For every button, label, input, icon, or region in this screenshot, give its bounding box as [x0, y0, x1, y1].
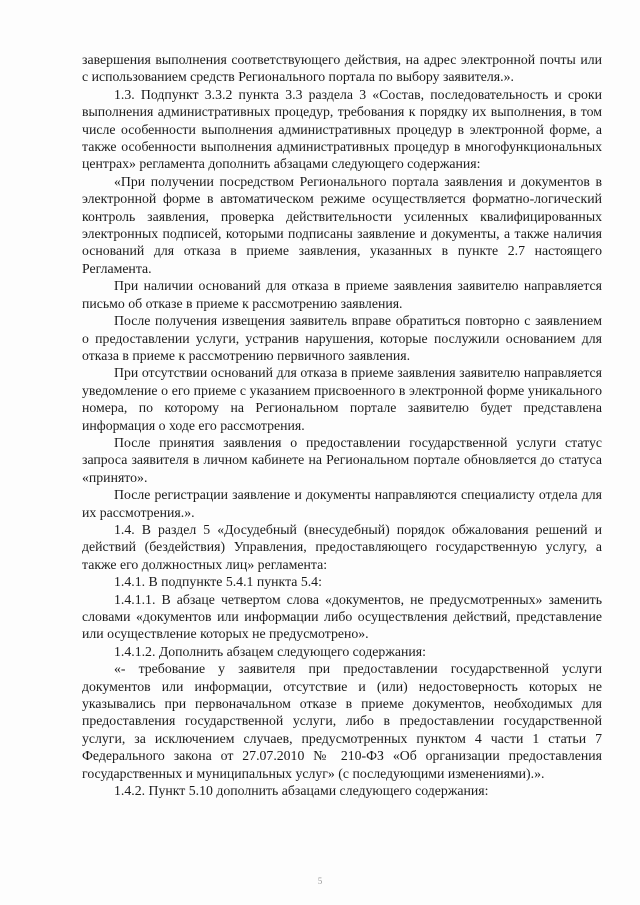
- paragraph-regional-portal-check: «При получении посредством Регионального портала заявления и документов в электронной форме в автоматическом режиме осуществляется форматно-логический контроль заявления, проверка действительности усиленных квалифицированных электронных подписей, которыми подписаны заявление и документы, а также наличия оснований для отказа в приеме заявления, указанных в пункте 2.7 настоящего Регламента.: [82, 173, 602, 276]
- paragraph-1-3: 1.3. Подпункт 3.3.2 пункта 3.3 раздела 3 «Состав, последовательность и сроки выполнения административных процедур, требования к порядку их выполнения, в том числе особенности выполнения административных процедур в электронной форме, а также особенности выполнения административных процедур в многофункциональных центрах» регламента дополнить абзацами следующего содержания:: [82, 86, 602, 172]
- paragraph-registration: После регистрации заявление и документы направляются специалисту отдела для их рассмотрения.».: [82, 487, 602, 520]
- page-number: 5: [317, 876, 323, 886]
- paragraph-reapply: После получения извещения заявитель вправе обратиться повторно с заявлением о предоставлении услуги, устранив нарушения, которые послужили основанием для отказа в приеме к рассмотрению первичного заявления.: [82, 313, 602, 363]
- paragraph-1-4-1-2: 1.4.1.2. Дополнить абзацем следующего содержания:: [114, 643, 426, 659]
- paragraph-1-4: 1.4. В раздел 5 «Досудебный (внесудебный) порядок обжалования решений и действий (бездействия) Управления, предоставляющего государственную услугу, а также его должностных лиц» регламента:: [82, 521, 602, 572]
- paragraph-requirement-clause: «- требование у заявителя при предоставлении государственной услуги документов или информации, отсутствие и (или) недостоверность которых не указывались при первоначальном отказе в приеме документов, необходимых для предоставления государственной услуги, либо в предоставлении государственной услуги, за исключением случаев, предусмотренных пунктом 4 части 1 статьи 7 Федерального закона от 27.07.2010 № 210-ФЗ «Об организации предоставления государственных и муниципальных услуг» (с последующими изменениями).».: [82, 661, 602, 781]
- paragraph-status-update: После принятия заявления о предоставлении государственной услуги статус запроса заявителя в личном кабинете на Региональном портале обновляется до статуса «принято».: [82, 434, 602, 485]
- paragraph-refusal-letter: При наличии оснований для отказа в приеме заявления заявителю направляется письмо об отказе в приеме к рассмотрению заявления.: [82, 278, 602, 311]
- paragraph-1-4-1: 1.4.1. В подпункте 5.4.1 пункта 5.4:: [114, 574, 322, 590]
- paragraph-continuation: завершения выполнения соответствующего действия, на адрес электронной почты или с использованием средств Регионального портала по выбору заявителя.».: [82, 52, 602, 85]
- paragraph-acceptance-notice: При отсутствии оснований для отказа в приеме заявления заявителю направляется уведомление о его приеме с указанием присвоенного в электронной форме уникального номера, по которому на Региональном портале заявителю будет представлена информация о ходе его рассмотрения.: [82, 365, 602, 433]
- document-body: [82, 51, 602, 799]
- paragraph-1-4-2: 1.4.2. Пункт 5.10 дополнить абзацами следующего содержания:: [114, 783, 489, 799]
- paragraph-1-4-1-1: 1.4.1.1. В абзаце четвертом слова «документов, не предусмотренных» заменить словами «документов или информации либо осуществления действий, представление или осуществление которых не предусмотрено».: [82, 591, 602, 642]
